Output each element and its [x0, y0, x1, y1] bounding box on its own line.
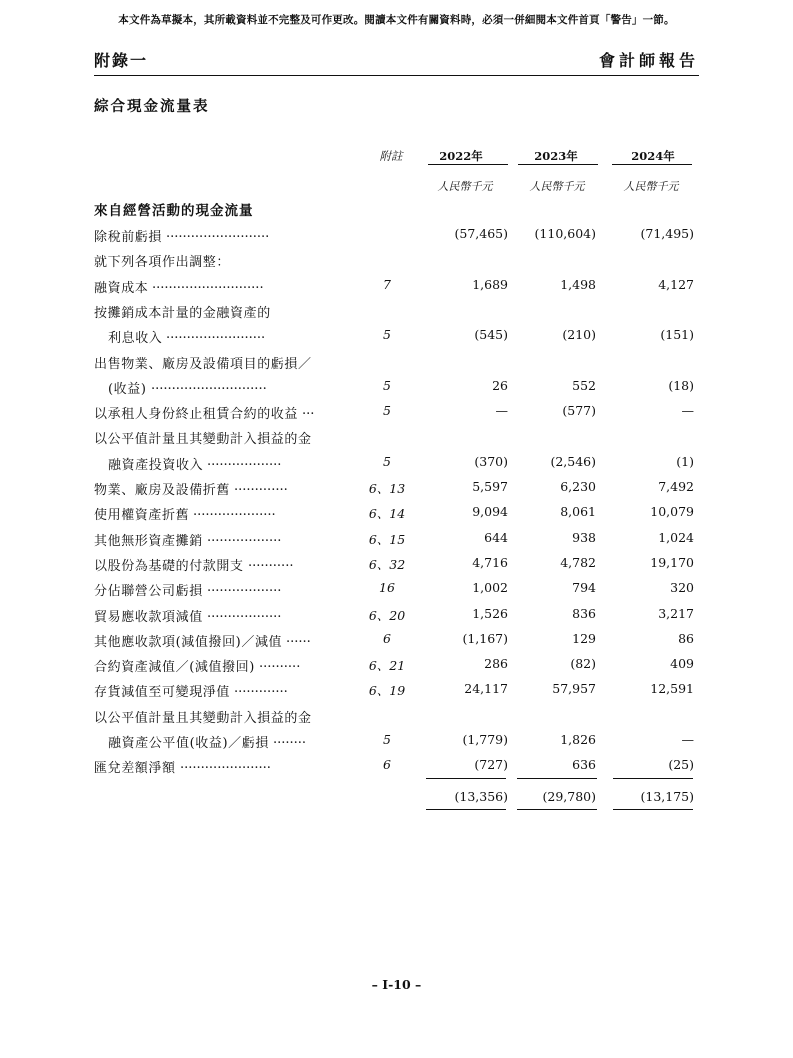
row-value-2024: (151) — [660, 327, 694, 343]
row-value-2024: 19,170 — [650, 554, 694, 570]
row-value-2023: 938 — [572, 529, 596, 545]
total-2024: (13,175) — [640, 789, 694, 804]
subtotal-rule — [613, 778, 693, 779]
page-header — [94, 48, 699, 72]
row-label: 按攤銷成本計量的金融資產的 — [94, 305, 271, 321]
row-value-2023: 1,498 — [560, 276, 596, 292]
unit-label: 人民幣千元 — [437, 180, 493, 193]
row-value-2022: 1,526 — [472, 605, 508, 621]
row-value-2022: (1,167) — [462, 630, 508, 646]
row-value-2023: (577) — [562, 403, 596, 419]
dot-leader: .................... — [193, 504, 276, 520]
row-note: 7 — [383, 276, 391, 292]
row-value-2022: 26 — [492, 377, 508, 393]
row-value-2023: 4,782 — [560, 554, 596, 570]
row-label: (收益) — [108, 381, 147, 397]
row-value-2024: 409 — [670, 656, 694, 672]
row-note: 6、14 — [368, 506, 406, 522]
row-value-2023: 552 — [572, 377, 596, 393]
row-value-2023: 8,061 — [560, 504, 596, 520]
note-column-header: 附註 — [379, 149, 403, 163]
row-value-2022: 644 — [484, 529, 508, 545]
dot-leader: ........... — [248, 554, 294, 570]
total-rule — [426, 809, 506, 810]
row-value-2024: 3,217 — [658, 605, 694, 621]
row-label: 就下列各項作出調整： — [94, 255, 231, 271]
dot-leader: .................. — [207, 453, 282, 469]
total-row — [0, 789, 793, 811]
table-row — [0, 732, 793, 754]
row-value-2022: (545) — [474, 327, 508, 343]
row-value-2024: 1,024 — [658, 529, 694, 545]
row-label: 合約資產減值／(減值撥回) — [94, 660, 255, 676]
row-label: 融資產投資收入 — [108, 457, 204, 473]
row-note: 6、19 — [368, 683, 406, 699]
dot-leader: ......................... — [166, 226, 270, 241]
row-value-2023: 794 — [572, 580, 596, 596]
row-value-2023: 129 — [572, 630, 596, 646]
row-value-2022: 24,117 — [464, 681, 508, 697]
row-note: 5 — [383, 403, 391, 419]
row-value-2024: 7,492 — [658, 479, 694, 494]
row-value-2024: 12,591 — [650, 681, 694, 697]
year-header-2023: 2023年 — [534, 149, 578, 163]
row-value-2022: 286 — [484, 656, 508, 672]
table-row — [0, 580, 793, 602]
dot-leader: ...... — [286, 630, 311, 646]
table-row — [0, 454, 793, 476]
dot-leader: ............................ — [151, 377, 267, 393]
dot-leader: ... — [302, 403, 315, 419]
row-label: 以公平值計量且其變動計入損益的金 — [94, 710, 312, 726]
row-note: 6、15 — [368, 531, 406, 547]
row-label: 以承租人身份終止租賃合約的收益 — [94, 407, 299, 423]
year-underline — [518, 164, 598, 165]
row-note: 6、20 — [368, 607, 406, 623]
row-value-2023: (82) — [570, 656, 596, 672]
row-note: 6、13 — [368, 481, 406, 496]
row-label: 以股份為基礎的付款開支 — [94, 558, 244, 574]
report-label: 會計師報告 — [598, 51, 699, 70]
row-note: 6、21 — [368, 658, 406, 674]
table-row — [0, 302, 793, 324]
table-row — [0, 353, 793, 375]
appendix-label: 附錄一 — [94, 51, 149, 70]
row-note: 5 — [383, 453, 391, 469]
dot-leader: .......... — [259, 656, 301, 672]
row-value-2022: 9,094 — [472, 504, 508, 520]
table-row — [0, 251, 793, 273]
table-row — [0, 479, 793, 501]
draft-warning-banner: 本文件為草擬本，其所載資料並不完整及可作更改。閱讀本文件有關資料時，必須一併細閱本文件首頁「警告」一節。 — [118, 14, 675, 26]
dot-leader: ........ — [273, 732, 307, 747]
dot-leader: .................. — [207, 605, 282, 621]
table-row — [0, 631, 793, 653]
row-label: 存貨減值至可變現淨值 — [94, 685, 231, 701]
total-rule — [517, 809, 597, 810]
unit-label: 人民幣千元 — [623, 180, 679, 193]
row-label: 分佔聯營公司虧損 — [94, 584, 203, 600]
dot-leader: ........................... — [152, 276, 264, 292]
row-label: 融資產公平值(收益)／虧損 — [108, 736, 269, 751]
total-rule — [613, 809, 693, 810]
row-value-2024: 4,127 — [658, 276, 694, 292]
table-row — [0, 428, 793, 450]
table-row — [0, 656, 793, 678]
table-row — [0, 606, 793, 628]
row-value-2024: 320 — [670, 580, 694, 596]
row-label: 以公平值計量且其變動計入損益的金 — [94, 432, 312, 448]
row-label: 利息收入 — [108, 331, 163, 347]
row-value-2022: 4,716 — [472, 554, 508, 570]
statement-title: 綜合現金流量表 — [94, 98, 210, 115]
row-value-2023: 836 — [572, 605, 596, 621]
row-note: 16 — [379, 580, 395, 596]
row-value-2022: 5,597 — [472, 479, 508, 494]
row-value-2024: (71,495) — [640, 226, 694, 241]
unit-label: 人民幣千元 — [529, 180, 585, 193]
table-row — [0, 226, 793, 248]
row-value-2022: (57,465) — [454, 226, 508, 241]
row-value-2024: 86 — [678, 630, 694, 646]
row-note: 5 — [383, 327, 391, 343]
dot-leader: ...................... — [180, 757, 271, 773]
year-header-2024: 2024年 — [631, 149, 675, 163]
dot-leader: ........................ — [166, 327, 266, 343]
row-note: 5 — [383, 732, 391, 747]
dot-leader: ............. — [234, 681, 288, 697]
row-value-2024: (1) — [676, 453, 694, 469]
row-value-2023: (210) — [562, 327, 596, 343]
page-number: – I-10 – — [371, 977, 422, 992]
table-row — [0, 530, 793, 552]
row-label: 除稅前虧損 — [94, 230, 163, 245]
row-label: 貿易應收款項減值 — [94, 609, 203, 625]
subtotal-rule — [426, 778, 506, 779]
total-2022: (13,356) — [454, 789, 508, 804]
table-row — [0, 327, 793, 349]
year-header-2022: 2022年 — [439, 149, 483, 163]
table-row — [0, 504, 793, 526]
row-value-2023: (2,546) — [550, 453, 596, 469]
row-value-2022: (370) — [474, 453, 508, 469]
total-2023: (29,780) — [542, 789, 596, 804]
header-divider — [94, 75, 699, 76]
year-underline — [428, 164, 508, 165]
dot-leader: .................. — [207, 529, 282, 545]
row-value-2022: — — [495, 403, 508, 419]
row-value-2023: 1,826 — [560, 732, 596, 747]
row-note: 6 — [383, 757, 391, 773]
row-label: 其他應收款項(減值撥回)／減值 — [94, 634, 283, 650]
table-row — [0, 403, 793, 425]
table-row — [0, 555, 793, 577]
row-label: 匯兌差額淨額 — [94, 761, 176, 777]
row-note: 6、32 — [368, 556, 406, 572]
table-row — [0, 757, 793, 779]
row-value-2022: 1,689 — [472, 276, 508, 292]
row-value-2024: 10,079 — [650, 504, 694, 520]
table-row — [0, 378, 793, 400]
row-label: 物業、廠房及設備折舊 — [94, 483, 231, 498]
row-value-2022: (727) — [474, 757, 508, 773]
row-value-2022: 1,002 — [472, 580, 508, 596]
row-note: 6 — [383, 630, 391, 646]
dot-leader: ............. — [234, 479, 288, 494]
row-value-2023: 57,957 — [552, 681, 596, 697]
row-value-2024: (25) — [668, 757, 694, 773]
row-value-2024: — — [681, 732, 694, 747]
row-value-2023: 636 — [572, 757, 596, 773]
row-label: 使用權資產折舊 — [94, 508, 190, 524]
row-label: 出售物業、廠房及設備項目的虧損／ — [94, 356, 312, 372]
row-value-2023: (110,604) — [534, 226, 596, 241]
row-label: 融資成本 — [94, 280, 149, 296]
year-underline — [612, 164, 692, 165]
table-row — [0, 277, 793, 299]
row-label: 其他無形資產攤銷 — [94, 533, 203, 549]
dot-leader: .................. — [207, 580, 282, 596]
table-row — [0, 707, 793, 729]
row-value-2022: (1,779) — [462, 732, 508, 747]
row-note: 5 — [383, 377, 391, 393]
subtotal-rule — [517, 778, 597, 779]
row-value-2024: (18) — [668, 377, 694, 393]
table-row — [0, 681, 793, 703]
row-value-2023: 6,230 — [560, 479, 596, 494]
row-value-2024: — — [681, 403, 694, 419]
section-title: 來自經營活動的現金流量 — [94, 203, 254, 219]
